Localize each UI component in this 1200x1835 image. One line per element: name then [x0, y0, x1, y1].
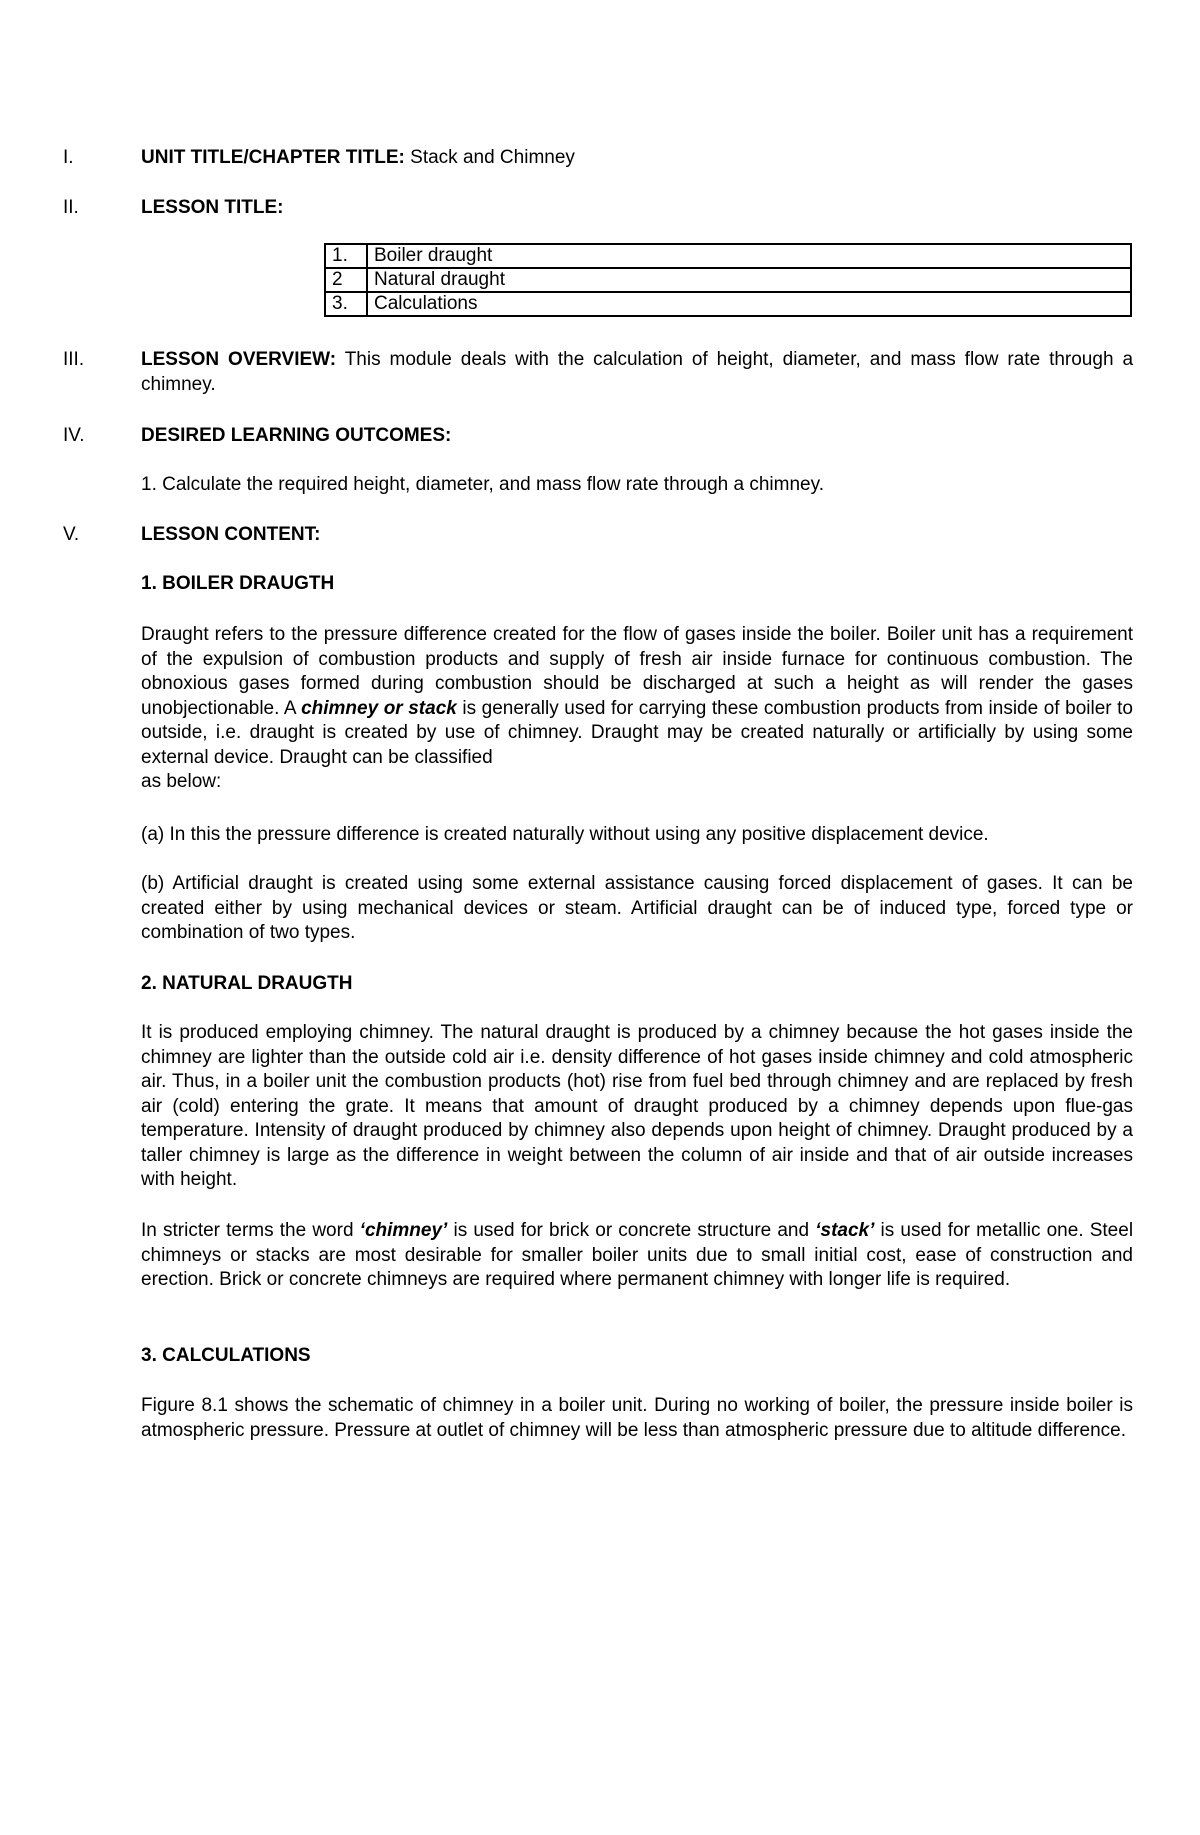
unit-title-value: Stack and Chimney — [410, 147, 575, 168]
heading-boiler-draught: 1. BOILER DRAUGTH — [141, 573, 335, 594]
section-numeral: I. — [63, 147, 74, 168]
paragraph-artificial-draught-def: (b) Artificial draught is created using some external assistance causing forced displacement of gases. It can be created either by using mechanical devices or steam. Artificial draught can be of induced type, forced type or combination of two types. — [141, 873, 1133, 943]
unit-title-label: UNIT TITLE/CHAPTER TITLE: — [141, 147, 405, 168]
overview-label: LESSON OVERVIEW: — [141, 349, 337, 370]
paragraph-calculations: Figure 8.1 shows the schematic of chimney in a boiler unit. During no working of boiler, the pressure inside boiler is atmospheric pressure. Pressure at outlet of chimney will be less than atmospheric pressure due to altitude difference. — [141, 1395, 1133, 1441]
section-numeral: III. — [63, 349, 85, 370]
section-numeral: V. — [63, 524, 80, 545]
content-label: LESSON CONTENT: — [141, 524, 321, 545]
lesson-title-label: LESSON TITLE: — [141, 197, 284, 218]
paragraph-text: is generally used for carrying these combustion products from inside of boiler to outside, i.e. draught is created by use of chimney. Draught may be created naturally or artificially by using some external device. Draught can be classified — [141, 697, 1133, 768]
paragraph-natural-draught: It is produced employing chimney. The natural draught is produced by a chimney because the hot gases inside the chimney are lighter than the outside cold air i.e. density difference of hot gases inside chimney and cold atmospheric air. Thus, in a boiler unit the combustion products (hot) rise from fuel bed through chimney and are replaced by fresh air (cold) entering the grate. It means that amount of draught produced by a chimney depends upon flue-gas temperature. Intensity of draught produced by chimney also depends upon height of chimney. Draught produced by a taller chimney is large as the difference in weight between the column of air inside and that of air outside increases with height. — [141, 1022, 1133, 1190]
table-row — [325, 244, 1131, 268]
section-numeral: II. — [63, 197, 79, 218]
lesson-number: 1. — [325, 244, 367, 268]
paragraph-text: Draught refers to the pressure difference created for the flow of gases inside the boiler. Boiler unit has a requirement of the expulsion of combustion products and supply of fresh air inside furnace for continuous combustion. The obnoxious gases formed during combustion should be discharged at such a height as will render the gases unobjectionable. A — [141, 624, 1133, 719]
paragraph-text: In stricter terms the word — [141, 1220, 354, 1241]
lesson-number: 3. — [325, 292, 367, 316]
lesson-title-table — [324, 243, 1132, 317]
table-row — [325, 268, 1131, 292]
emphasis-text: ‘chimney’ — [359, 1220, 448, 1241]
emphasis-text: ‘stack’ — [815, 1220, 875, 1241]
table-row — [325, 292, 1131, 316]
lesson-name: Calculations — [367, 292, 1131, 316]
outcome-item: 1. Calculate the required height, diameter, and mass flow rate through a chimney. — [141, 474, 824, 495]
heading-calculations: 3. CALCULATIONS — [141, 1345, 311, 1366]
lesson-number: 2 — [325, 268, 367, 292]
outcomes-label: DESIRED LEARNING OUTCOMES: — [141, 425, 452, 446]
paragraph-natural-draught-def: (a) In this the pressure difference is created naturally without using any positive displacement device. — [141, 824, 989, 845]
lesson-name: Natural draught — [367, 268, 1131, 292]
section-numeral: IV. — [63, 425, 85, 446]
paragraph-text: as below: — [141, 771, 222, 792]
paragraph-text: is used for brick or concrete structure and — [453, 1220, 810, 1241]
overview-text: This module deals with the calculation of height, diameter, and mass flow rate through a chimney. — [141, 349, 1134, 395]
paragraph-text: is used for metallic one. Steel chimneys or stacks are most desirable for smaller boiler units due to small initial cost, ease of construction and erection. Brick or concrete chimneys are required where permanent chimney with longer life is required. — [141, 1220, 1134, 1290]
lesson-name: Boiler draught — [367, 244, 1131, 268]
paragraph-chimney-vs-stack — [141, 1219, 1133, 1293]
emphasis-text: chimney or stack — [301, 697, 457, 719]
paragraph-draught-intro — [141, 623, 1133, 795]
heading-natural-draught: 2. NATURAL DRAUGTH — [141, 973, 353, 994]
